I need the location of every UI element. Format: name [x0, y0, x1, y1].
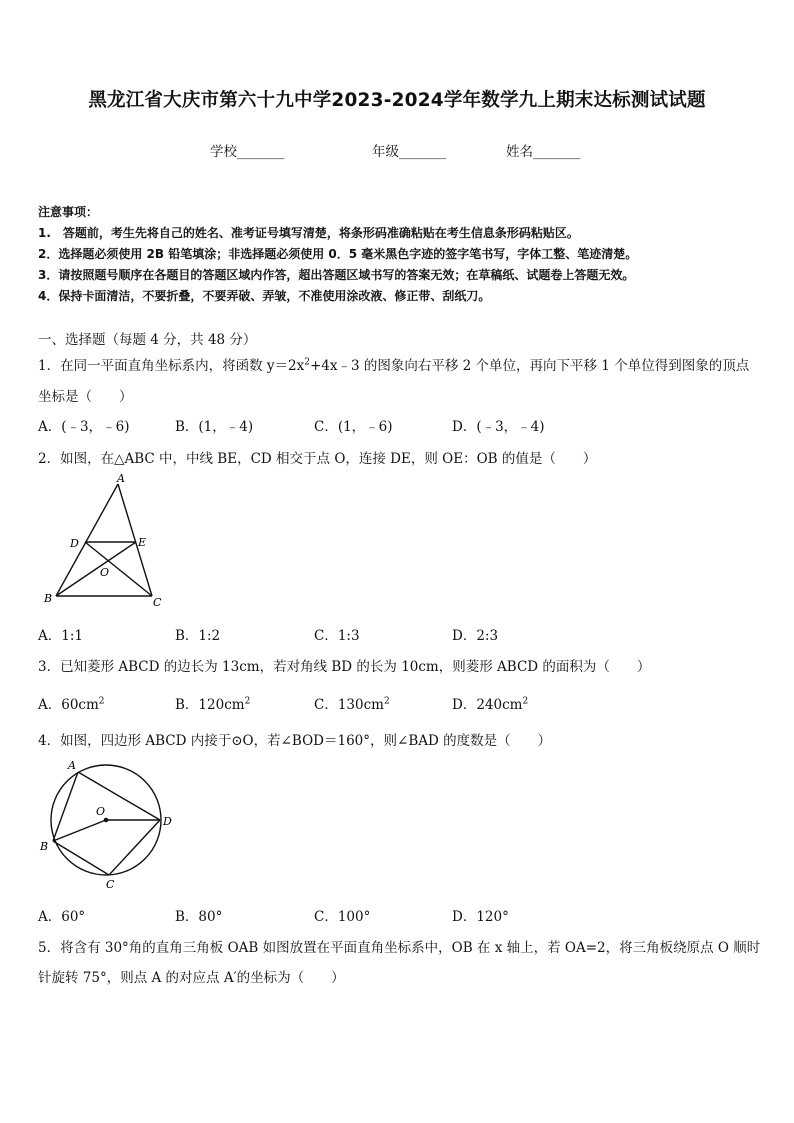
- label-c: C: [153, 596, 162, 609]
- question-5-stem-cont: 针旋转 75°，则点 A 的对应点 A′的坐标为（ ）: [38, 970, 345, 986]
- q1-option-d[interactable]: D．(﹣3，﹣4): [452, 419, 545, 435]
- q4-option-c[interactable]: C．100°: [314, 909, 371, 925]
- q3-option-a[interactable]: [38, 693, 105, 713]
- note-item: 3．请按照题号顺序在各题目的答题区域内作答，超出答题区域书写的答案无效；在草稿纸、试题卷上答题无效。: [38, 268, 635, 282]
- question-5-stem: 5．将含有 30°角的直角三角板 OAB 如图放置在平面直角坐标系中，OB 在 x 轴上，若 OA=2，将三角板绕原点 O 顺时: [38, 940, 761, 956]
- page-title: 黑龙江省大庆市第六十九中学2023-2024学年数学九上期末达标测试试题: [88, 90, 706, 111]
- q4-option-d[interactable]: D．120°: [452, 909, 509, 925]
- section-heading: 一、选择题（每题 4 分，共 48 分）: [38, 332, 257, 348]
- q2-option-c[interactable]: C．1:3: [314, 628, 360, 644]
- superscript: 2: [522, 696, 529, 707]
- note-item: 1. 答题前，考生先将自己的姓名、准考证号填写清楚，将条形码准确粘贴在考生信息条形码粘贴区。: [38, 226, 579, 240]
- label-a: A: [117, 472, 125, 485]
- q1-text-a: 1．在同一平面直角坐标系内，将函数 y＝2x: [38, 358, 305, 374]
- q3-option-a-text: A．60cm: [38, 697, 99, 713]
- label-a: A: [68, 759, 76, 772]
- superscript: 2: [98, 696, 105, 707]
- name-field: 姓名_______: [506, 144, 581, 160]
- q2-option-b[interactable]: B．1:2: [175, 628, 221, 644]
- circle-figure: [36, 755, 186, 895]
- question-1-stem-cont: 坐标是（ ）: [38, 389, 133, 405]
- question-4-stem: 4．如图，四边形 ABCD 内接于⊙O，若∠BOD＝160°，则∠BAD 的度数是（ ）: [38, 733, 552, 749]
- q1-option-b[interactable]: B．(1，﹣4): [175, 419, 254, 435]
- label-o: O: [100, 566, 110, 579]
- school-field: 学校_______: [210, 144, 285, 160]
- question-3-stem: 3．已知菱形 ABCD 的边长为 13cm，若对角线 BD 的长为 10cm，则菱形 ABCD 的面积为（ ）: [38, 659, 651, 675]
- notes-heading: 注意事项：: [38, 205, 99, 219]
- label-e: E: [138, 536, 147, 549]
- q2-option-a[interactable]: A．1:1: [38, 628, 83, 644]
- q3-option-b[interactable]: [175, 693, 250, 713]
- label-o: O: [96, 805, 106, 818]
- q3-option-c[interactable]: [314, 693, 390, 713]
- question-2-stem: 2．如图，在△ABC 中，中线 BE，CD 相交于点 O，连接 DE，则 OE：OB 的值是（ ）: [38, 451, 597, 467]
- q3-option-d[interactable]: [452, 693, 528, 713]
- q1-option-c[interactable]: C．(1，﹣6): [314, 419, 393, 435]
- q3-option-d-text: D．240cm: [452, 697, 523, 713]
- note-item: 2．选择题必须使用 2B 铅笔填涂；非选择题必须使用 0．5 毫米黑色字迹的签字笔书写，字体工整、笔迹清楚。: [38, 247, 638, 261]
- q3-option-c-text: C．130cm: [314, 697, 384, 713]
- question-1-stem: 1．在同一平面直角坐标系内，将函数 $y=2x^2+4x﹣3$ 的图象向右平移 2 个单位，再向下平移 1 个单位得到图象的顶点: [38, 357, 750, 374]
- label-b: B: [40, 840, 49, 853]
- label-b: B: [44, 592, 53, 605]
- q2-option-d[interactable]: D．2:3: [452, 628, 499, 644]
- q4-option-a[interactable]: A．60°: [38, 909, 86, 925]
- q3-option-b-text: B．120cm: [175, 697, 245, 713]
- superscript: 2: [383, 696, 390, 707]
- label-c: C: [106, 878, 115, 891]
- q4-option-b[interactable]: B．80°: [175, 909, 223, 925]
- note-item: 4．保持卡面清洁，不要折叠，不要弄破、弄皱，不准使用涂改液、修正带、刮纸刀。: [38, 289, 491, 303]
- triangle-figure: [40, 470, 180, 612]
- superscript: 2: [244, 696, 251, 707]
- label-d: D: [70, 537, 79, 550]
- q1-option-a[interactable]: A．(﹣3，﹣6): [38, 419, 130, 435]
- label-d: D: [163, 815, 172, 828]
- q1-text-b: +4x﹣3 的图象向右平移 2 个单位，再向下平移 1 个单位得到图象的顶点: [309, 358, 750, 374]
- grade-field: 年级_______: [372, 144, 447, 160]
